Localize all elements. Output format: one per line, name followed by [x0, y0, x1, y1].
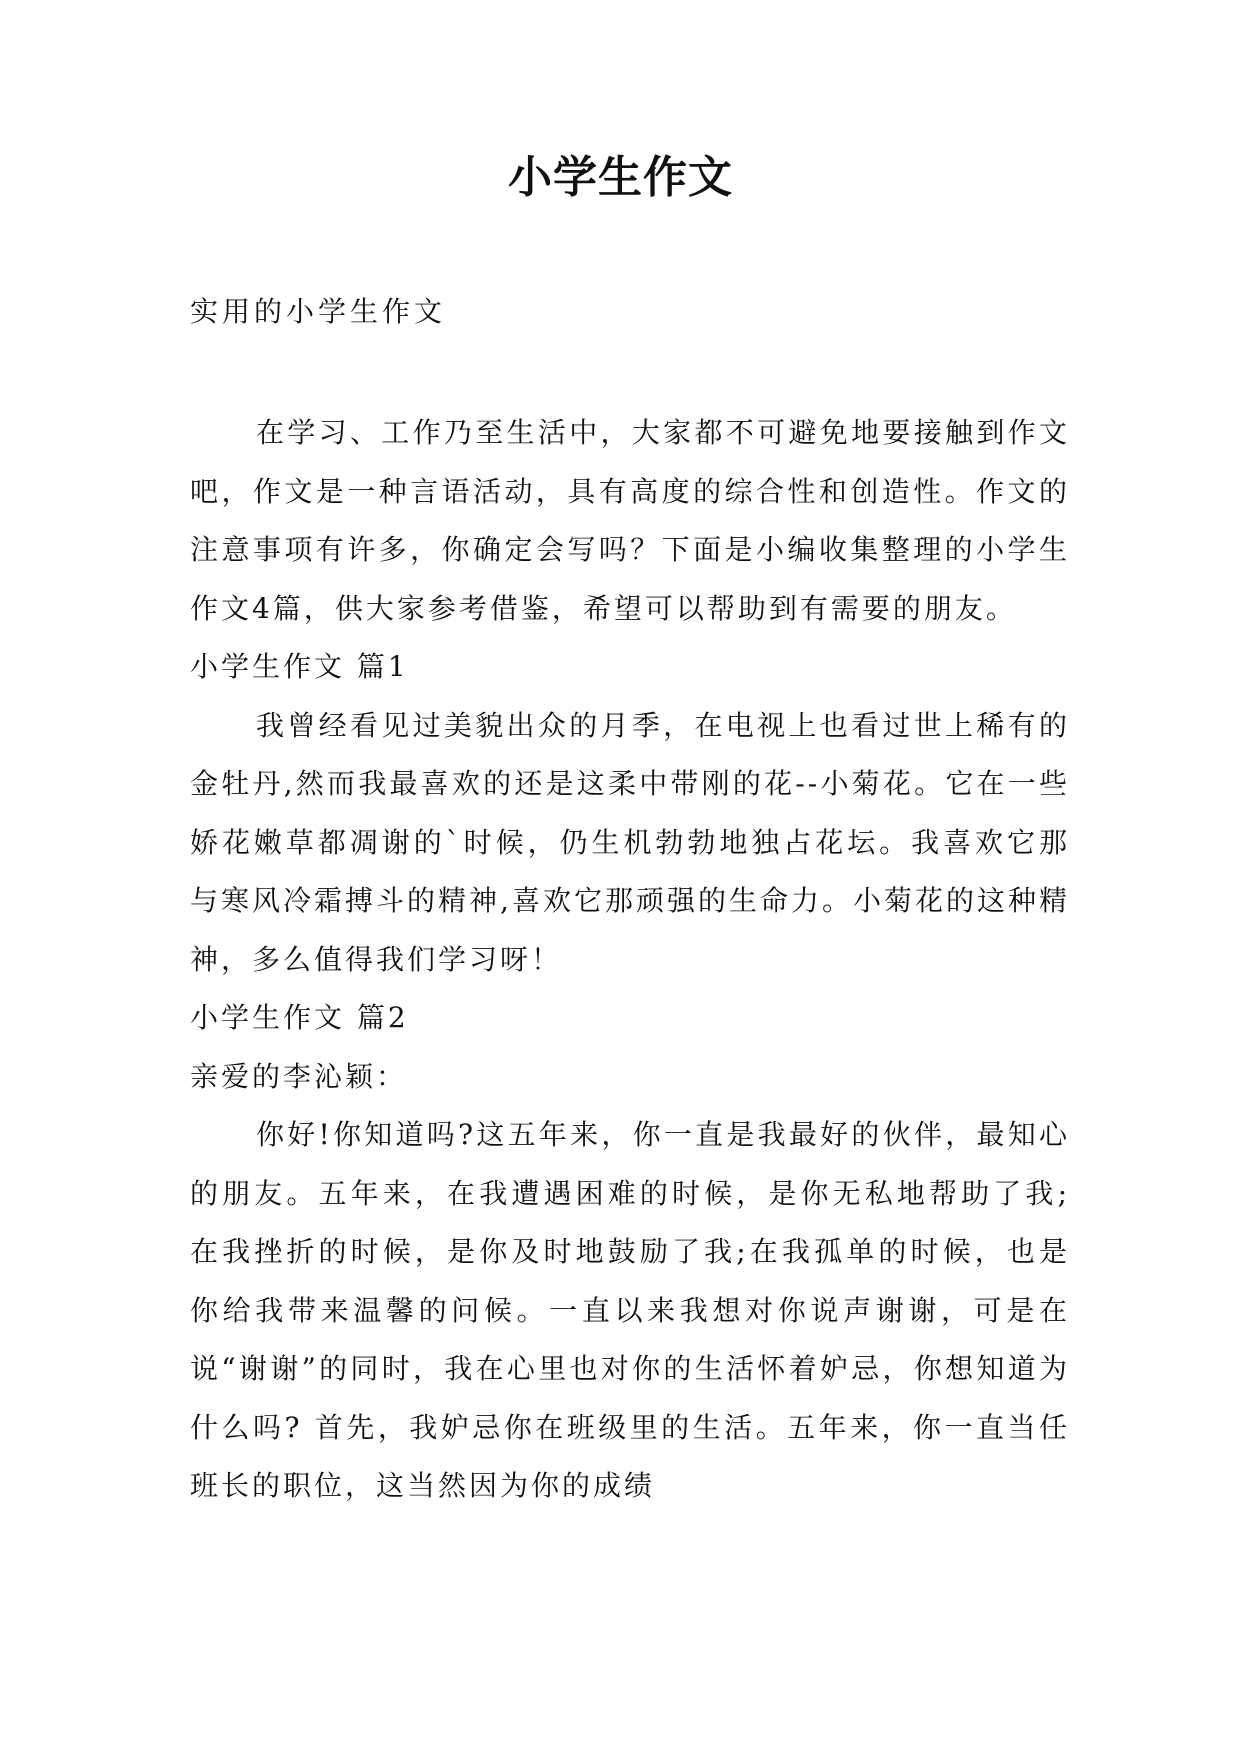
section-heading-1: 小学生作文 篇1 — [190, 650, 409, 683]
section-1-paragraph: 我曾经看见过美貌出众的月季，在电视上也看过世上稀有的金牡丹,然而我最喜欢的还是这柔中带刚的花--小菊花。它在一些娇花嫩草都凋谢的`时候，仍生机勃勃地独占花坛。我喜欢它那与寒风冷霜搏斗的精神,喜欢它那顽强的生命力。小菊花的这种精神，多么值得我们学习呀！ — [190, 708, 1070, 976]
document-subtitle: 实用的小学生作文 — [190, 295, 447, 328]
document-body — [190, 404, 1070, 1516]
section-heading-2: 小学生作文 篇2 — [190, 1001, 409, 1034]
section-2-paragraph: 你好!你知道吗?这五年来，你一直是我最好的伙伴，最知心的朋友。五年来，在我遭遇困难的时候，是你无私地帮助了我;在我挫折的时候，是你及时地鼓励了我;在我孤单的时候，也是你给我带来温馨的问候。一直以来我想对你说声谢谢，可是在说“谢谢”的同时，我在心里也对你的生活怀着妒忌，你想知道为什么吗? 首先，我妒忌你在班级里的生活。五年来，你一直当任班长的职位，这当然因为你的成绩 — [190, 1118, 1070, 1502]
document-title: 小学生作文 — [508, 152, 733, 203]
intro-paragraph: 在学习、工作乃至生活中，大家都不可避免地要接触到作文吧，作文是一种言语活动，具有高度的综合性和创造性。作文的注意事项有许多，你确定会写吗？下面是小编收集整理的小学生作文4篇，供大家参考借鉴，希望可以帮助到有需要的朋友。 — [190, 416, 1070, 625]
letter-salutation: 亲爱的李沁颖： — [190, 1059, 408, 1093]
